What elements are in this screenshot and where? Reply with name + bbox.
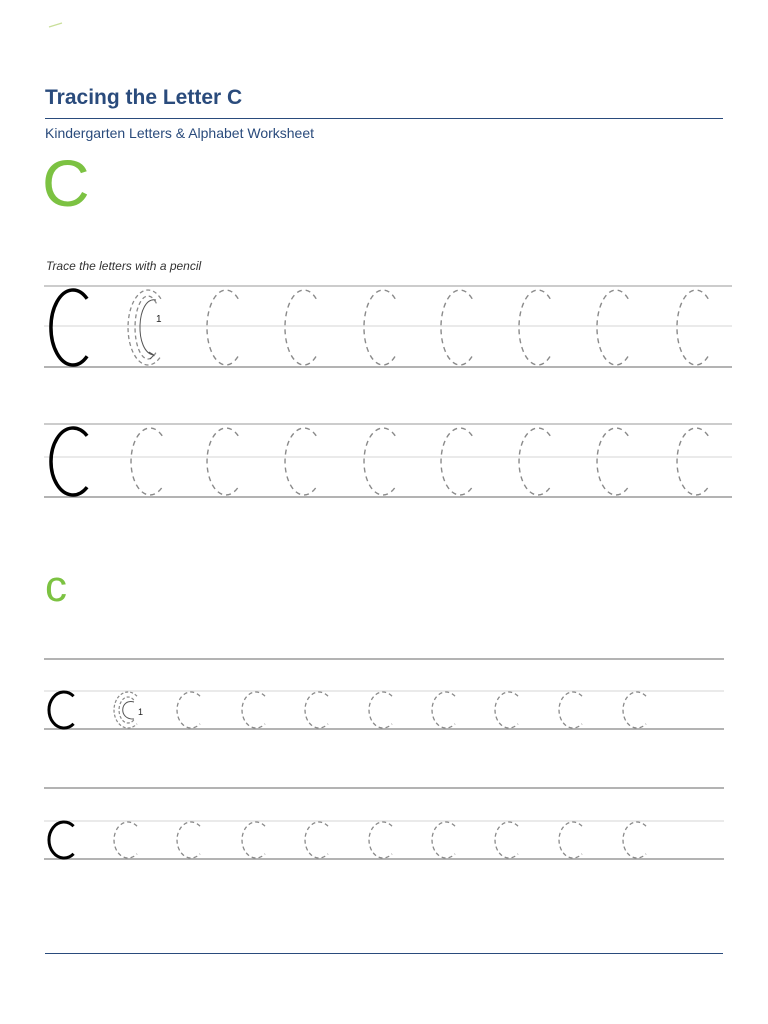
dashed-lowercase-c (559, 822, 582, 858)
dashed-uppercase-c (519, 428, 550, 495)
dashed-uppercase-c (207, 290, 238, 365)
dashed-lowercase-c (559, 692, 582, 728)
dashed-lowercase-c (242, 692, 265, 728)
dashed-lowercase-c (114, 822, 137, 858)
stroke-number: 1 (138, 707, 144, 717)
dashed-lowercase-c (177, 692, 200, 728)
dashed-uppercase-c (597, 428, 628, 495)
dashed-uppercase-c (677, 290, 708, 365)
footer-divider (45, 953, 723, 954)
solid-uppercase-c (51, 428, 87, 495)
stroke-direction-arrow (123, 702, 134, 720)
dashed-lowercase-c (623, 692, 646, 728)
stroke-direction-arrow (140, 300, 156, 359)
dashed-uppercase-c (519, 290, 550, 365)
dashed-uppercase-c (677, 428, 708, 495)
solid-uppercase-c (51, 290, 87, 365)
stroke-guide-outer (114, 692, 137, 728)
worksheet-subtitle: Kindergarten Letters & Alphabet Worksheet (45, 125, 315, 141)
lowercase-sample-letter: c (45, 562, 67, 611)
dashed-uppercase-c (285, 428, 316, 495)
dashed-uppercase-c (207, 428, 238, 495)
dashed-lowercase-c (432, 692, 455, 728)
dashed-lowercase-c (242, 822, 265, 858)
dashed-lowercase-c (305, 822, 328, 858)
dashed-lowercase-c (369, 692, 392, 728)
solid-lowercase-c (49, 822, 74, 858)
dashed-uppercase-c (285, 290, 316, 365)
page-title: Tracing the Letter C (45, 86, 243, 109)
solid-lowercase-c (49, 692, 74, 728)
uppercase-sample-letter: C (42, 146, 90, 220)
stroke-number: 1 (156, 314, 162, 325)
instruction-text: Trace the letters with a pencil (46, 259, 202, 273)
dashed-uppercase-c (131, 428, 162, 495)
dashed-uppercase-c (441, 428, 472, 495)
dashed-lowercase-c (432, 822, 455, 858)
dashed-uppercase-c (364, 428, 395, 495)
dashed-lowercase-c (495, 822, 518, 858)
dashed-lowercase-c (495, 692, 518, 728)
dashed-lowercase-c (177, 822, 200, 858)
dashed-lowercase-c (369, 822, 392, 858)
dashed-uppercase-c (441, 290, 472, 365)
dashed-lowercase-c (623, 822, 646, 858)
dashed-uppercase-c (597, 290, 628, 365)
dashed-lowercase-c (305, 692, 328, 728)
dashed-uppercase-c (364, 290, 395, 365)
